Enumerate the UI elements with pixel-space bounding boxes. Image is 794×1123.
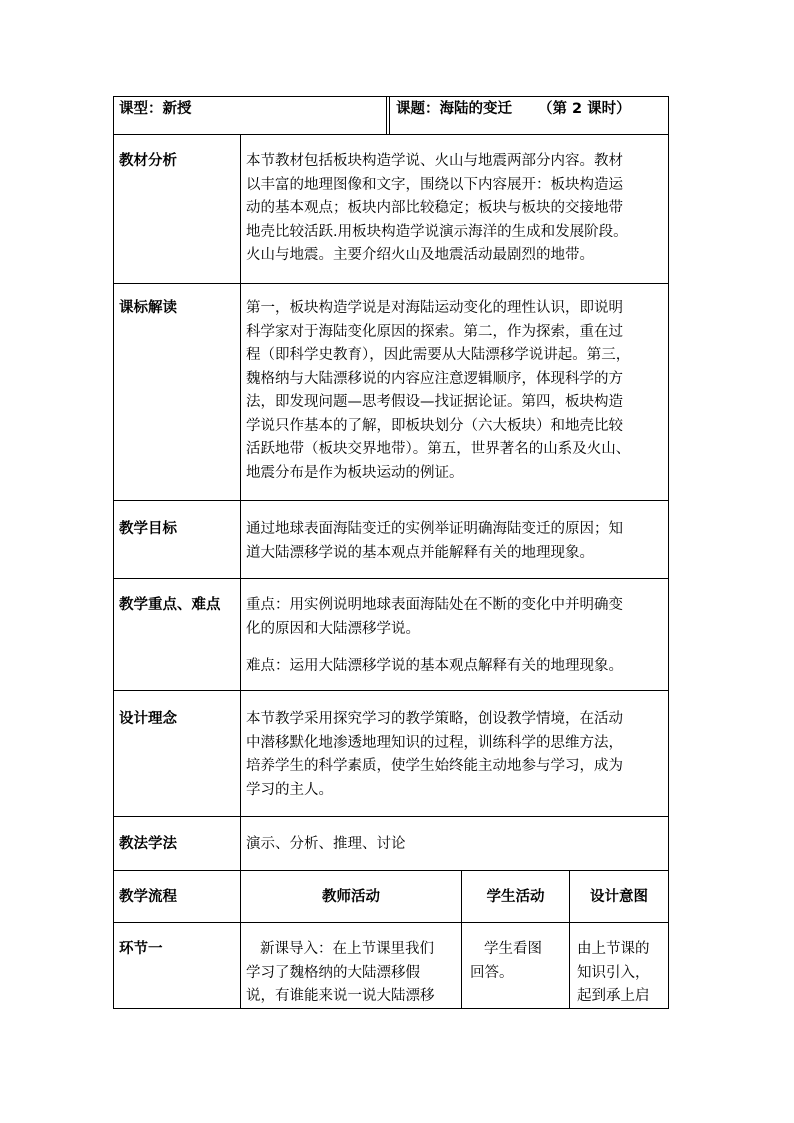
content-line: 化的原因和大陆漂移学说。: [246, 620, 420, 637]
content-line: 难点：运用大陆漂移学说的基本观点解释有关的地理现象。: [246, 658, 623, 674]
content-line: 起到承上启: [577, 988, 650, 1004]
content-line: 学说只作基本的了解，即板块划分（六大板块）和地壳比较: [246, 417, 623, 434]
section-label-design-concept: 设计理念: [119, 711, 177, 727]
content-line: 说，有谁能来说一说大陆漂移: [246, 988, 435, 1004]
flow-step-label: 环节一: [119, 941, 163, 957]
content-line: 魏格纳与大陆漂移说的内容应注意逻辑顺序，体现科学的方: [246, 370, 623, 387]
flow-teacher-activity: [246, 938, 435, 1009]
section-label-teaching-objectives: 教学目标: [119, 521, 177, 537]
table-border: [113, 283, 669, 284]
section-content-design-concept: [246, 708, 623, 802]
section-label-key-difficult-points: 教学重点、难点: [119, 597, 221, 613]
content-line: 中潜移默化地渗透地理知识的过程，训练科学的思维方法，: [246, 734, 623, 751]
content-line: 本节教材包括板块构造学说、火山与地震两部分内容。教材: [246, 153, 623, 169]
course-type: 课型：新授: [119, 101, 192, 117]
table-border: [113, 870, 669, 871]
content-line: 由上节课的: [577, 941, 650, 957]
table-border: [668, 96, 669, 1009]
section-content-teaching-objectives: [246, 518, 623, 565]
table-border: [113, 816, 669, 817]
content-line: 重点：用实例说明地球表面海陆处在不断的变化中并明确变: [246, 597, 623, 613]
table-border: [386, 96, 387, 134]
lesson-topic: 课题：海陆的变迁: [396, 101, 512, 117]
table-border: [113, 500, 669, 501]
content-line: 第一，板块构造学说是对海陆运动变化的理性认识，即说明: [246, 300, 623, 316]
content-line: 程（即科学史教育），因此需要从大陆漂移学说讲起。第三，: [246, 347, 631, 363]
content-line: 火山与地震。主要介绍火山及地震活动最剧烈的地带。: [246, 247, 594, 263]
content-line: 道大陆漂移学说的基本观点并能解释有关的地理现象。: [246, 544, 594, 561]
flow-header-design-intent: 设计意图: [590, 889, 648, 905]
section-content-key-points: [246, 594, 623, 641]
section-label-textbook-analysis: 教材分析: [119, 153, 177, 169]
content-line: 以丰富的地理图像和文字，围绕以下内容展开：板块构造运: [246, 176, 623, 193]
content-line: 演示、分析、推理、讨论: [246, 836, 406, 852]
content-line: 学习的主人。: [246, 781, 333, 798]
table-border: [113, 922, 669, 923]
section-label-teaching-methods: 教法学法: [119, 836, 177, 852]
flow-header-process: 教学流程: [119, 889, 177, 905]
lesson-period: （第 2 课时）: [538, 101, 631, 117]
content-line: 知识引入，: [577, 964, 650, 981]
table-border: [113, 690, 669, 691]
content-line: 地震分布是作为板块运动的例证。: [246, 464, 464, 481]
content-line: 动的基本观点；板块内部比较稳定；板块与板块的交接地带: [246, 200, 623, 216]
section-content-difficult-points: [246, 655, 623, 679]
flow-student-activity: [470, 938, 542, 985]
content-line: 地壳比较活跃.用板块构造学说演示海洋的生成和发展阶段。: [246, 223, 628, 240]
content-line: 法，即发现问题—思考假设—找证据论证。第四，板块构造: [246, 394, 623, 410]
content-line: 通过地球表面海陆变迁的实例举证明确海陆变迁的原因；知: [246, 521, 623, 537]
content-line: 本节教学采用探究学习的教学策略，创设教学情境，在活动: [246, 711, 623, 727]
content-line: 活跃地带（板块交界地带）。第五，世界著名的山系及火山、: [246, 441, 631, 457]
content-line: 培养学生的科学素质，使学生始终能主动地参与学习，成为: [246, 758, 623, 774]
section-content-textbook-analysis: [246, 150, 628, 268]
table-border: [113, 578, 669, 579]
section-content-curriculum-interpretation: [246, 297, 630, 485]
flow-design-intent: [577, 938, 650, 1009]
section-content-teaching-methods: [246, 833, 406, 857]
content-line: 科学家对于海陆变化原因的探索。第二，作为探索，重在过: [246, 323, 623, 340]
table-border: [389, 96, 390, 134]
flow-header-teacher-activity: 教师活动: [322, 889, 380, 905]
table-border: [113, 96, 114, 1009]
content-line: 学习了魏格纳的大陆漂移假: [246, 964, 420, 981]
content-line: 新课导入：在上节课里我们: [260, 941, 434, 957]
table-border: [240, 134, 241, 1009]
section-label-curriculum-interpretation: 课标解读: [119, 300, 177, 316]
table-border: [113, 96, 669, 97]
table-border: [113, 134, 669, 135]
flow-header-student-activity: 学生活动: [486, 889, 545, 905]
content-line: 学生看图: [484, 941, 542, 957]
content-line: 回答。: [470, 964, 514, 981]
